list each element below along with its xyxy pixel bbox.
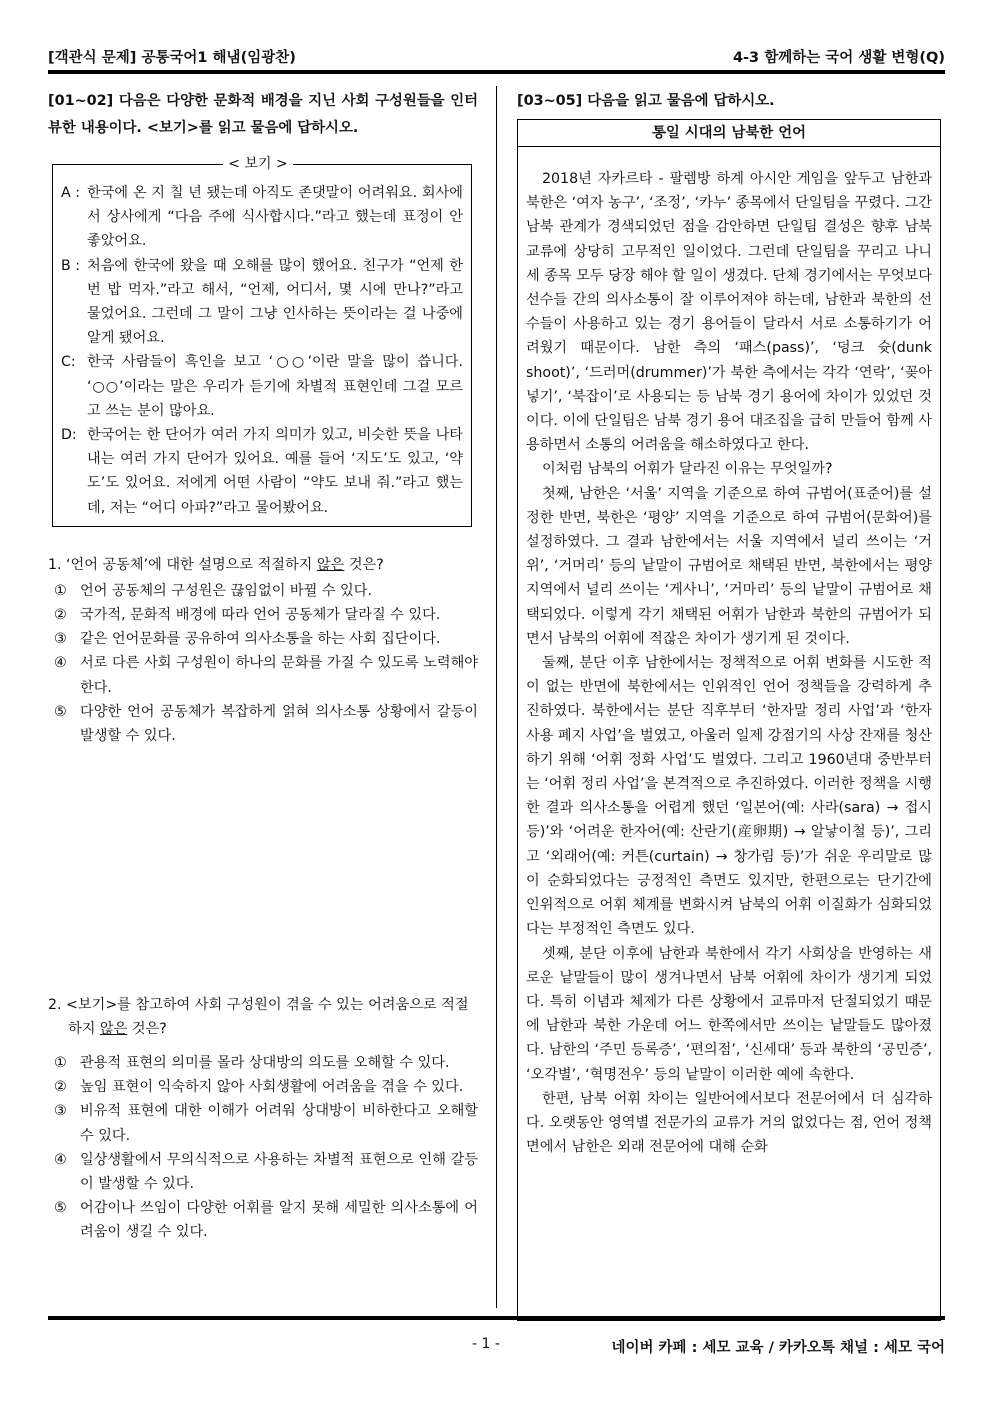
stem-text: 1. ‘언어 공동체’에 대한 설명으로 적절하지 (48, 556, 317, 573)
choice-number: ② (54, 607, 67, 624)
right-column (517, 88, 945, 1321)
bogi-label: D: (61, 427, 77, 444)
question-2-stem (48, 993, 478, 1041)
choice-4[interactable] (48, 651, 478, 699)
passage-paragraph: 둘째, 분단 이후 남한에서는 정책적으로 어휘 변화를 시도한 적이 없는 반면에 북한에서는 인위적인 언어 정책들을 강력하게 추진하였다. 북한에서는 분단 직후부터 ‘한자말 정리 사업’과 ‘한자 사용 폐지 사업’을 벌였고, 아울러 일제 강점기의 사상 잔재를 청산하기 위해 ‘어휘 정화 사업’도 벌였다. 그리고 1960년대 중반부터는 ‘어휘 정리 사업’을 본격적으로 추진하였다. 이러한 정책을 시행한 결과 의사소통을 어렵게 했던 ‘일본어(예: 사라(sara) → 접시 등)’와 ‘어려운 한자어(예: 산란기(産卵期) → 알낳이철 등)’, 그리고 ‘외래어(예: 커튼(curtain) → 창가림 등)’가 쉬운 우리말로 많이 순화되었다는 긍정적인 측면도 있지만, 한편으로는 단기간에 인위적으로 어휘 체계를 변화시켜 남북의 어휘 이질화가 심화되었다는 부정적인 측면도 있다. (526, 655, 932, 938)
section-heading-03-05: [03~05] 다음을 읽고 물음에 답하시오. (517, 93, 775, 109)
bogi-text: 한국어는 한 단어가 여러 가지 의미가 있고, 비슷한 뜻을 나타내는 여러 가지 단어가 있어요. 예를 들어 ‘지도’도 있고, ‘약도’도 있어요. 저에게 어떤 사람이 “약도 보내 줘.”라고 했는데, 저는 “어디 아파?”라고 물어봤어요. (87, 427, 463, 516)
bogi-text: 한국 사람들이 흑인을 보고 ‘○○’이란 말을 많이 씁니다. ‘○○’이라는 말은 우리가 듣기에 차별적 표현인데 그걸 모르고 쓰는 분이 많아요. (87, 354, 463, 419)
stem-underline: 않은 (99, 1021, 128, 1037)
choice-5[interactable] (48, 1196, 478, 1244)
choice-number: ④ (54, 1151, 67, 1168)
choice-text: 일상생활에서 무의식적으로 사용하는 차별적 표현으로 인해 갈등이 발생할 수 있다. (80, 1151, 478, 1193)
bogi-item-d (61, 423, 463, 520)
stem-text: 것은? (127, 1021, 167, 1037)
bogi-title: < 보기 > (223, 154, 293, 174)
choice-text: 비유적 표현에 대한 이해가 어려워 상대방이 비하한다고 오해할 수 있다. (80, 1103, 478, 1144)
choice-3[interactable] (48, 627, 478, 651)
bogi-label: A : (61, 185, 80, 201)
passage-paragraph: 셋째, 분단 이후에 남한과 북한에서 각기 사회상을 반영하는 새로운 낱말들이 많이 생겨나면서 남북 어휘에 차이가 생기게 되었다. 특히 이념과 체제가 다른 상황에서 교류마저 단절되었기 때문에 남한과 북한 가운데 어느 한쪽에서만 쓰이는 낱말들도 많아졌다. 남한의 ‘주민 등록증’, ‘편의점’, ‘신세대’ 등과 북한의 ‘공민증’, ‘오각별’, ‘혁명전우’ 등의 낱말이 이러한 예에 속한다. (526, 945, 932, 1083)
choice-number: ② (54, 1079, 67, 1096)
bogi-box (52, 156, 472, 527)
choice-2[interactable] (48, 603, 478, 627)
choice-text: 같은 언어문화를 공유하여 의사소통을 하는 사회 집단이다. (80, 631, 441, 648)
bogi-text: 한국에 온 지 칠 년 됐는데 아직도 존댓말이 어려워요. 회사에서 상사에게 “다음 주에 식사합시다.”라고 했는데 표정이 안 좋았어요. (87, 185, 463, 250)
bogi-item-b (61, 254, 463, 351)
question-2-choices (48, 1051, 478, 1245)
question-1-stem (48, 553, 478, 577)
choice-text: 다양한 언어 공동체가 복잡하게 얽혀 의사소통 상황에서 갈등이 발생할 수 있다. (80, 703, 478, 745)
choice-text: 어감이나 쓰임이 다양한 어휘를 알지 못해 세밀한 의사소통에 어려움이 생길 수 있다. (80, 1200, 478, 1241)
question-2 (48, 993, 478, 1245)
passage-box (517, 119, 941, 1321)
header-unit: 4-3 함께하는 국어 생활 변형(Q) (732, 50, 945, 66)
bogi-item-a (61, 181, 463, 254)
passage-paragraph: 첫째, 남한은 ‘서울’ 지역을 기준으로 하여 규범어(표준어)를 설정한 반면, 북한은 ‘평양’ 지역을 기준으로 하여 규범어(문화어)를 설정하였다. 그 결과 남한에서는 서울 지역에서 널리 쓰이는 ‘거위’, ‘거머리’ 등의 낱말이 규범어로 채택된 반면, 북한에서는 평양 지역에서 널리 쓰이는 ‘게사니’, ‘거마리’ 등의 낱말이 규범어로 채택되었다. 이렇게 각기 채택된 어휘가 남한과 북한의 규범어가 되면서 남북의 어휘에 적잖은 차이가 생기게 된 것이다. (526, 485, 932, 647)
choice-text: 국가적, 문화적 배경에 따라 언어 공동체가 달라질 수 있다. (80, 607, 441, 624)
stem-text: 2. <보기>를 참고하여 사회 구성원이 겪을 수 있는 어려움으로 적절하지 (48, 997, 469, 1037)
bogi-item-c (61, 350, 463, 423)
choice-2[interactable] (48, 1075, 478, 1099)
question-1 (48, 553, 478, 748)
passage-body (518, 147, 940, 1159)
choice-number: ⑤ (54, 1200, 67, 1217)
choice-text: 높임 표현이 익숙하지 않아 사회생활에 어려움을 겪을 수 있다. (80, 1079, 464, 1096)
choice-4[interactable] (48, 1148, 478, 1196)
choice-text: 관용적 표현의 의미를 몰라 상대방의 의도를 오해할 수 있다. (80, 1055, 450, 1071)
choice-text: 언어 공동체의 구성원은 끊임없이 바뀔 수 있다. (80, 582, 372, 599)
footer-contact: 네이버 카페 : 세모 교육 / 카카오톡 채널 : 세모 국어 (611, 1340, 945, 1356)
question-1-choices (48, 579, 478, 748)
page-header (48, 44, 945, 70)
choice-number: ① (54, 582, 67, 599)
left-column (48, 88, 478, 1241)
stem-text: 것은? (344, 556, 384, 573)
choice-3[interactable] (48, 1099, 478, 1147)
choice-number: ③ (54, 631, 67, 648)
choice-number: ④ (54, 655, 67, 672)
choice-1[interactable] (48, 1051, 478, 1075)
choice-number: ⑤ (54, 703, 67, 720)
column-divider (496, 86, 497, 1308)
choice-1[interactable] (48, 579, 478, 603)
page-number: - 1 - (472, 1336, 500, 1352)
choice-number: ① (54, 1055, 67, 1071)
passage-paragraph: 2018년 자카르타 - 팔렘방 하계 아시안 게임을 앞두고 남한과 북한은 ‘여자 농구’, ‘조정’, ‘카누’ 종목에서 단일팀을 꾸렸다. 그간 남북 관계가 경색되었던 점을 감안하면 단일팀 결성은 향후 남북 교류에 상당히 고무적인 일이었다. 그런데 단일팀을 꾸리고 나니 세 종목 모두 당장 해야 할 일이 생겼다. 단체 경기에서는 무엇보다 선수들 간의 의사소통이 잘 이루어져야 하는데, 남한과 북한의 선수들이 사용하고 있는 경기 용어들이 달라서 서로 소통하기가 어려웠기 때문이다. 남한 측의 ‘패스(pass)’, ‘덩크 슛(dunk shoot)’, ‘드러머(drummer)’가 북한 측에서는 각각 ‘연락’, ‘꽂아넣기’, ‘북잡이’로 사용되는 등 남북 경기 용어에 차이가 있었던 것이다. 이에 단일팀은 남북 경기 용어 대조집을 급히 만들어 함께 사용하면서 소통의 어려움을 해소하였다고 한다. (526, 171, 932, 454)
choice-5[interactable] (48, 700, 478, 748)
bogi-label: C: (61, 354, 76, 371)
stem-underline: 않은 (316, 556, 345, 573)
section-heading-01-02: [01~02] 다음은 다양한 문화적 배경을 지닌 사회 구성원들을 인터뷰한 내용이다. <보기>를 읽고 물음에 답하시오. (48, 93, 478, 136)
bogi-label: B : (61, 257, 81, 274)
header-rule (48, 70, 945, 74)
bogi-text: 처음에 한국에 왔을 때 오해를 많이 했어요. 친구가 “언제 한번 밥 먹자.”라고 해서, “언제, 어디서, 몇 시에 만나?”라고 물었어요. 그런데 그 말이 그냥 인사하는 뜻이라는 걸 나중에 알게 됐어요. (87, 257, 463, 347)
choice-number: ③ (54, 1103, 67, 1120)
header-title: [객관식 문제] 공통국어1 해냄(임광찬) (48, 50, 296, 66)
footer-rule (48, 1316, 945, 1320)
choice-text: 서로 다른 사회 구성원이 하나의 문화를 가질 수 있도록 노력해야 한다. (80, 655, 478, 696)
passage-title: 통일 시대의 남북한 언어 (518, 120, 940, 147)
passage-paragraph: 이처럼 남북의 어휘가 달라진 이유는 무엇일까? (542, 461, 833, 478)
passage-paragraph: 한편, 남북 어휘 차이는 일반어에서보다 전문어에서 더 심각하다. 오랫동안 영역별 전문가의 교류가 거의 없었다는 점, 언어 정책 면에서 남한은 외래 전문어에 대해 순화 (526, 1090, 932, 1156)
